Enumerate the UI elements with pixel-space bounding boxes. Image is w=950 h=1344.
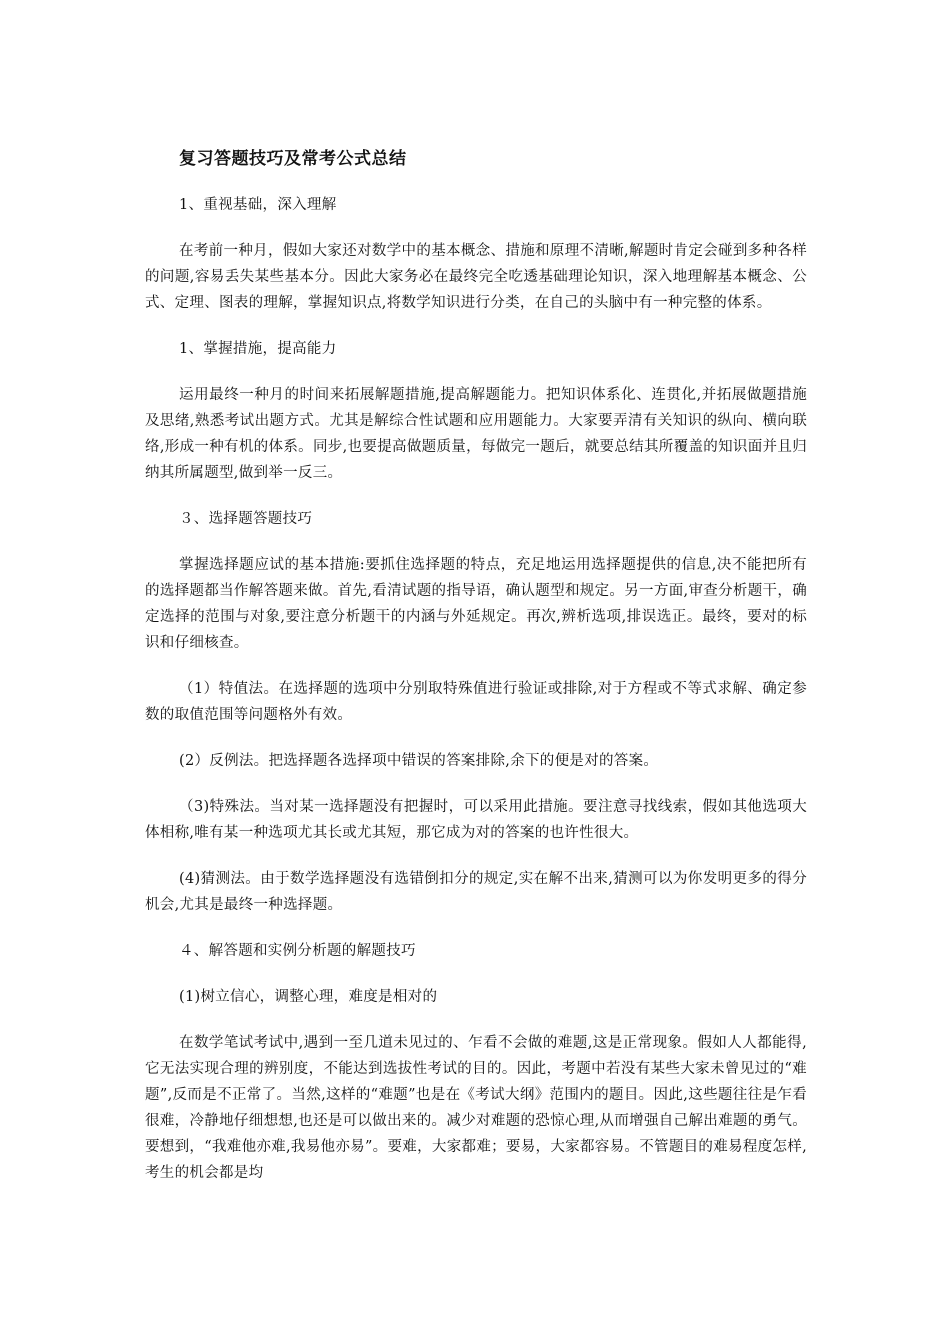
document-page	[145, 146, 807, 1186]
paragraph: (4)猜测法。由于数学选择题没有选错倒扣分的规定,实在解不出来,猜测可以为你发明更多的得分机会,尤其是最终一种选择题。	[145, 871, 807, 913]
paragraph: 运用最终一种月的时间来拓展解题措施,提高解题能力。把知识体系化、连贯化,并拓展做题措施及思绪,熟悉考试出题方式。尤其是解综合性试题和应用题能力。大家要弄清有关知识的纵向、横向联络,形成一种有机的体系。同步,也要提高做题质量，每做完一题后，就要总结其所覆盖的知识面并且归纳其所属题型,做到举一反三。	[145, 387, 807, 481]
paragraph: 在考前一种月，假如大家还对数学中的基本概念、措施和原理不清晰,解题时肯定会碰到多种各样的问题,容易丢失某些基本分。因此大家务必在最终完全吃透基础理论知识，深入地理解基本概念、公式、定理、图表的理解，掌握知识点,将数学知识进行分类，在自己的头脑中有一种完整的体系。	[145, 243, 807, 311]
paragraph: （1）特值法。在选择题的选项中分别取特殊值进行验证或排除,对于方程或不等式求解、确定参数的取值范围等问题格外有效。	[145, 681, 807, 723]
section-heading: ３、选择题答题技巧	[179, 511, 313, 527]
section-heading: ４、解答题和实例分析题的解题技巧	[179, 943, 416, 959]
paragraph: 在数学笔试考试中,遇到一至几道未见过的、乍看不会做的难题,这是正常现象。假如人人都能得,它无法实现合理的辨别度，不能达到选拔性考试的目的。因此，考题中若没有某些大家未曾见过的“难题”,反而是不正常了。当然,这样的“难题”也是在《考试大纲》范围内的题目。因此,这些题往往是乍看很难，冷静地仔细想想,也还是可以做出来的。减少对难题的恐惊心理,从而增强自己解出难题的勇气。要想到，“我难他亦难,我易他亦易”。要难，大家都难；要易，大家都容易。不管题目的难易程度怎样,考生的机会都是均	[145, 1035, 807, 1181]
section-heading: 1、重视基础，深入理解	[179, 197, 337, 213]
paragraph: (2）反例法。把选择题各选择项中错误的答案排除,余下的便是对的答案。	[179, 753, 659, 769]
paragraph: （3)特殊法。当对某一选择题没有把握时，可以采用此措施。要注意寻找线索，假如其他选项大体相称,唯有某一种选项尤其长或尤其短，那它成为对的答案的也许性很大。	[145, 799, 807, 841]
subsection-heading: (1)树立信心，调整心理，难度是相对的	[179, 989, 438, 1005]
document-title: 复习答题技巧及常考公式总结	[179, 149, 407, 169]
paragraph: 掌握选择题应试的基本措施:要抓住选择题的特点，充足地运用选择题提供的信息,决不能把所有的选择题都当作解答题来做。首先,看清试题的指导语，确认题型和规定。另一方面,审查分析题干，确定选择的范围与对象,要注意分析题干的内涵与外延规定。再次,辨析选项,排误选正。最终，要对的标识和仔细核查。	[145, 557, 807, 651]
section-heading: 1、掌握措施，提高能力	[179, 341, 337, 357]
